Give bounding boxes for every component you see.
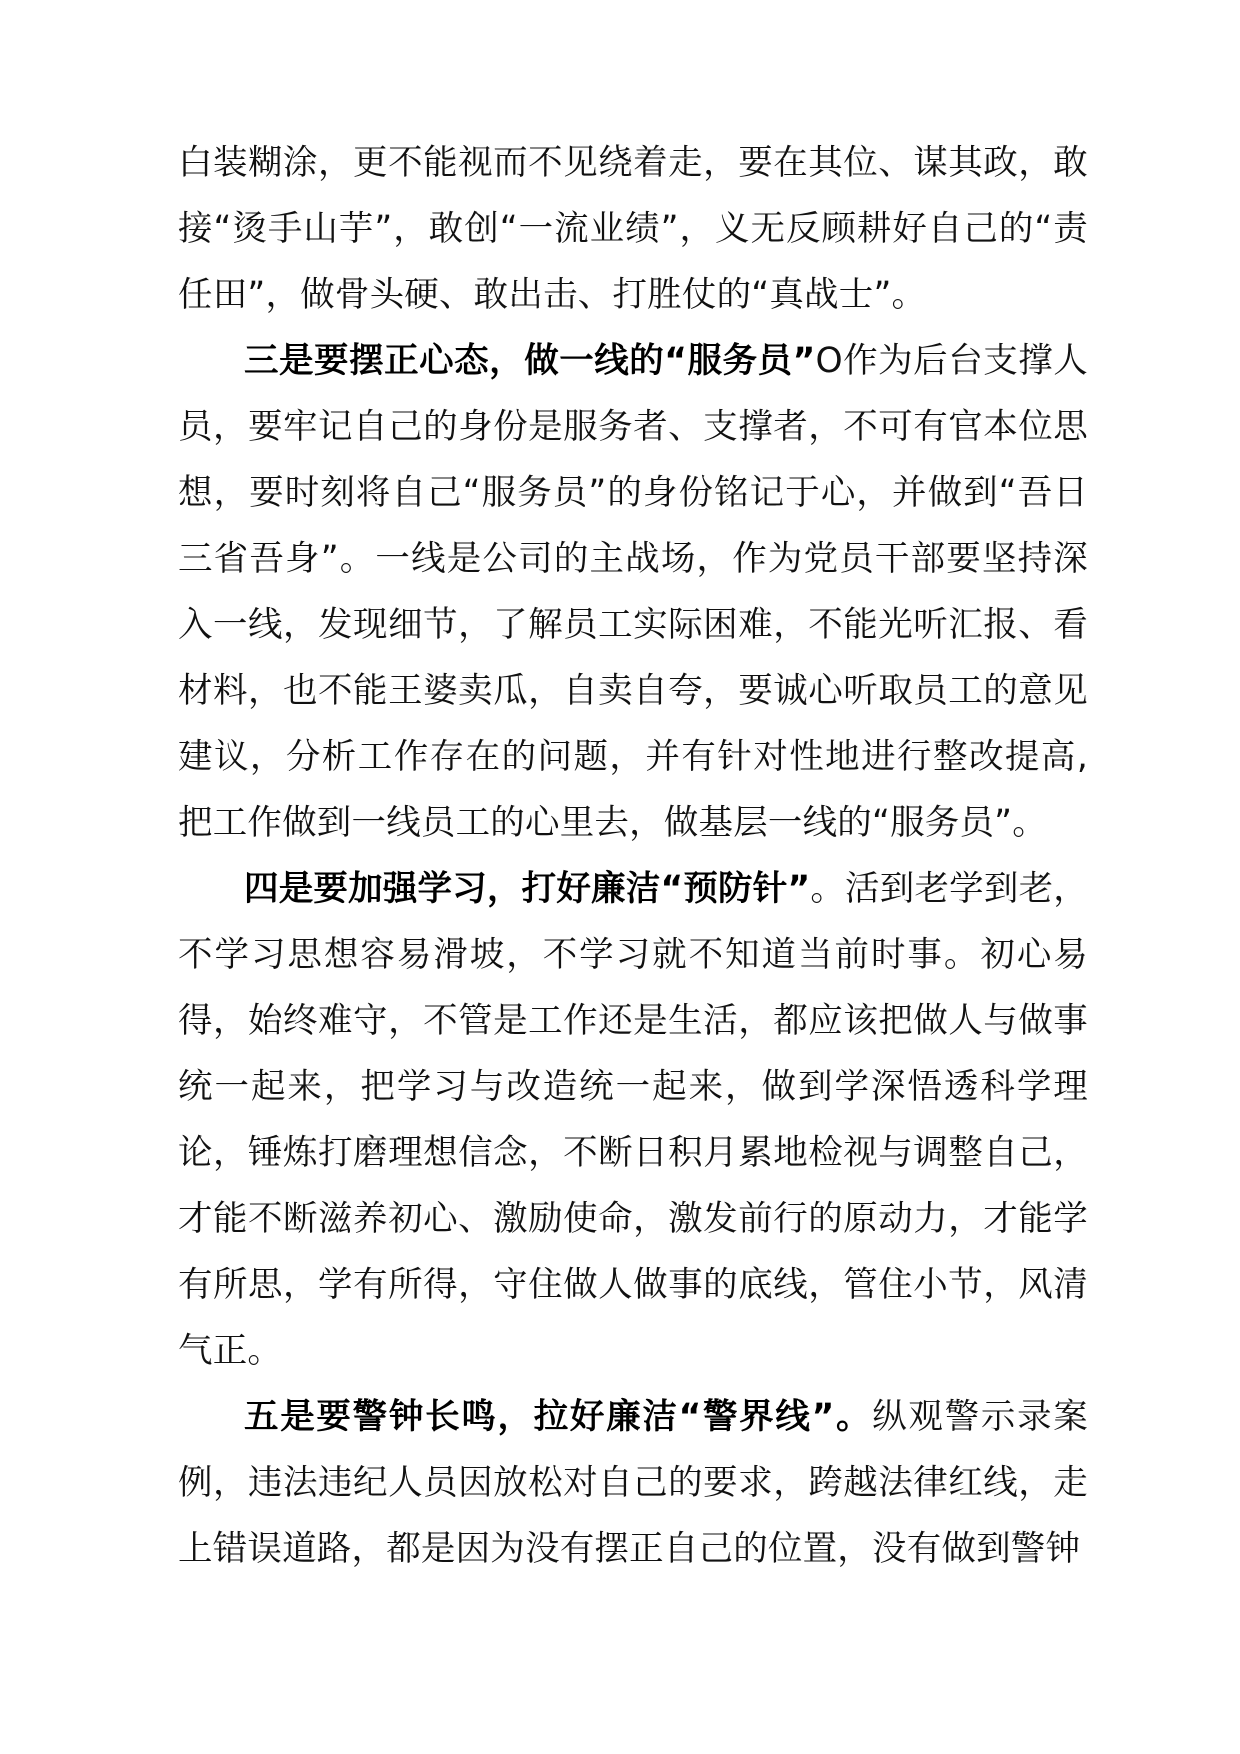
paragraph-2-heading: 三是要摆正心态，做一线的“服务员” [244, 341, 816, 381]
paragraph-1 [178, 130, 1088, 328]
paragraph-2-text: O作为后台支撑人员，要牢记自己的身份是服务者、支撑者，不可有官本位思想，要时刻将自己“服务员”的身份铭记于心，并做到“吾日三省吾身”。一线是公司的主战场，作为党员干部要坚持深入一线，发现细节，了解员工实际困难，不能光听汇报、看材料，也不能王婆卖瓜，自卖自夸，要诚心听取员工的意见建议，分析工作存在的问题，并有针对性地进行整改提高,把工作做到一线员工的心里去，做基层一线的“服务员”。 [178, 341, 1088, 843]
paragraph-4-heading: 五是要警钟长鸣，拉好廉洁“警界线”。 [244, 1397, 873, 1437]
paragraph-2 [178, 328, 1088, 856]
paragraph-3-text: 。活到老学到老，不学习思想容易滑坡，不学习就不知道当前时事。初心易得，始终难守，不管是工作还是生活，都应该把做人与做事统一起来，把学习与改造统一起来，做到学深悟透科学理论，锤炼打磨理想信念，不断日积月累地检视与调整自己，才能不断滋养初心、激励使命，激发前行的原动力，才能学有所思，学有所得，守住做人做事的底线，管住小节，风清气正。 [178, 869, 1088, 1371]
paragraph-3 [178, 856, 1088, 1384]
document-body [178, 130, 1088, 1582]
paragraph-1-text: 白装糊涂，更不能视而不见绕着走，要在其位、谋其政，敢接“烫手山芋”，敢创“一流业绩”，义无反顾耕好自己的“责任田”，做骨头硬、敢出击、打胜仗的“真战士”。 [178, 143, 1088, 315]
paragraph-4-text: 纵观警示录案例，违法违纪人员因放松对自己的要求，跨越法律红线，走上错误道路，都是因为没有摆正自己的位置，没有做到警钟 [178, 1397, 1088, 1569]
paragraph-3-heading: 四是要加强学习，打好廉洁“预防针” [244, 869, 811, 909]
paragraph-4 [178, 1384, 1088, 1582]
